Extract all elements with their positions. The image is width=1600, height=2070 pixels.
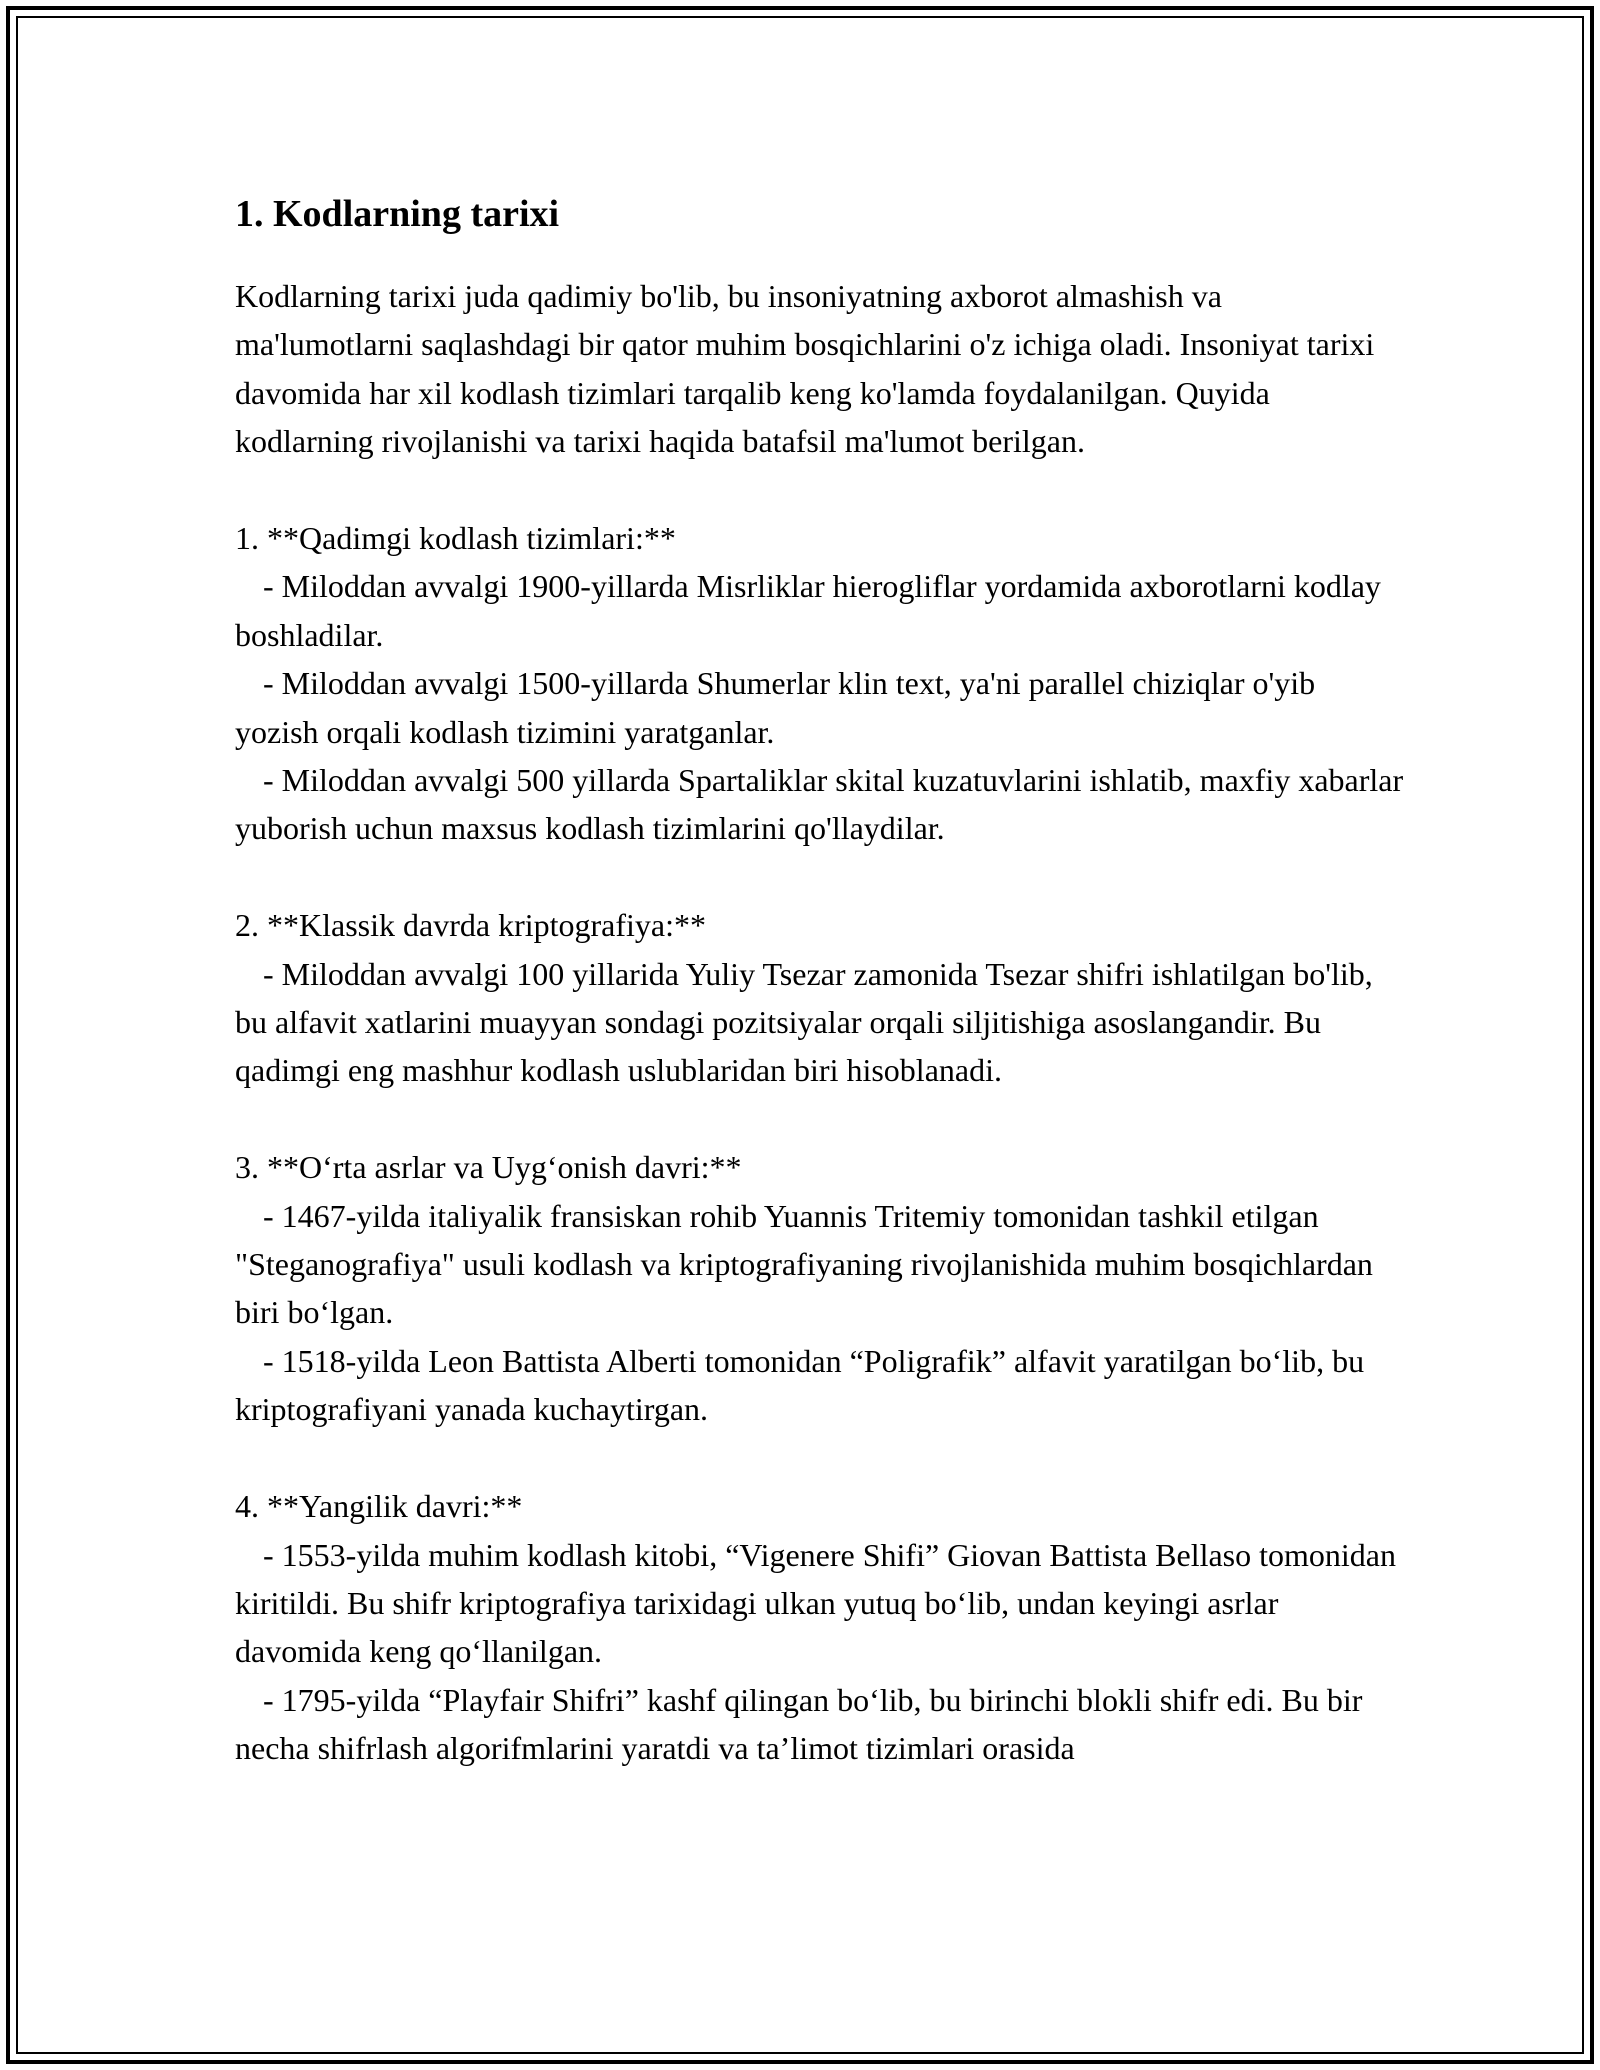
bullet-item: - Miloddan avvalgi 100 yillarida Yuliy Tsezar zamonida Tsezar shifri ishlatilgan bo'lib, bu alfavit xatlarini muayyan sondagi pozitsiyalar orqali siljitishiga asoslangandir. Bu qadimgi eng mashhur kodlash uslublaridan biri hisoblanadi. xyxy=(235,955,1373,1089)
bullet-item: - 1518-yilda Leon Battista Alberti tomonidan “Poligrafik” alfavit yaratilgan bo‘lib, bu kriptografiyani yanada kuchaytirgan. xyxy=(235,1342,1365,1428)
section-title: 4. **Yangilik davri:** xyxy=(235,1488,523,1525)
bullet-item: - 1553-yilda muhim kodlash kitobi, “Vigenere Shifi” Giovan Battista Bellaso tomonidan kiritildi. Bu shifr kriptografiya tarixidagi ulkan yutuq bo‘lib, undan keyingi asrlar davomida keng qo‘llanilgan. xyxy=(235,1536,1396,1670)
section-ancient xyxy=(235,514,1405,853)
intro-paragraph: Kodlarning tarixi juda qadimiy bo'lib, bu insoniyatning axborot almashish va ma'lumotlarni saqlashdagi bir qator muhim bosqichlarini o'z ichiga oladi. Insoniyat tarixi davomida har xil kodlash tizimlari tarqalib keng ko'lamda foydalanilgan. Quyida kodlarning rivojlanishi va tarixi haqida batafsil ma'lumot berilgan. xyxy=(235,278,1375,460)
section-title: 2. **Klassik davrda kriptografiya:** xyxy=(235,907,706,944)
section-middle-ages xyxy=(235,1143,1405,1433)
section-title: 3. **O‘rta asrlar va Uyg‘onish davri:** xyxy=(235,1149,742,1186)
bullet-item: - Miloddan avvalgi 1500-yillarda Shumerlar klin text, ya'ni parallel chiziqlar o'yib yozish orqali kodlash tizimini yaratganlar. xyxy=(235,665,1316,750)
document-heading: 1. Kodlarning tarixi xyxy=(235,193,560,235)
section-modern xyxy=(235,1482,1405,1772)
bullet-item: - Miloddan avvalgi 1900-yillarda Misrliklar hierogliflar yordamida axborotlarni kodlay boshladilar. xyxy=(235,568,1381,653)
section-classical xyxy=(235,901,1405,1095)
bullet-item: - 1467-yilda italiyalik fransiskan rohib Yuannis Tritemiy tomonidan tashkil etilgan "Steganografiya" usuli kodlash va kriptografiyaning rivojlanishida muhim bosqichlardan biri bo‘lgan. xyxy=(235,1197,1373,1331)
bullet-item: - 1795-yilda “Playfair Shifri” kashf qilingan bo‘lib, bu birinchi blokli shifr edi. Bu bir necha shifrlash algorifmlarini yaratdi va ta’limot tizimlari orasida xyxy=(235,1681,1363,1767)
bullet-item: - Miloddan avvalgi 500 yillarda Spartaliklar skital kuzatuvlarini ishlatib, maxfiy xabarlar yuborish uchun maxsus kodlash tizimlarini qo'llaydilar. xyxy=(235,762,1404,847)
section-title: 1. **Qadimgi kodlash tizimlari:** xyxy=(235,520,676,557)
document-body xyxy=(235,188,1405,1821)
